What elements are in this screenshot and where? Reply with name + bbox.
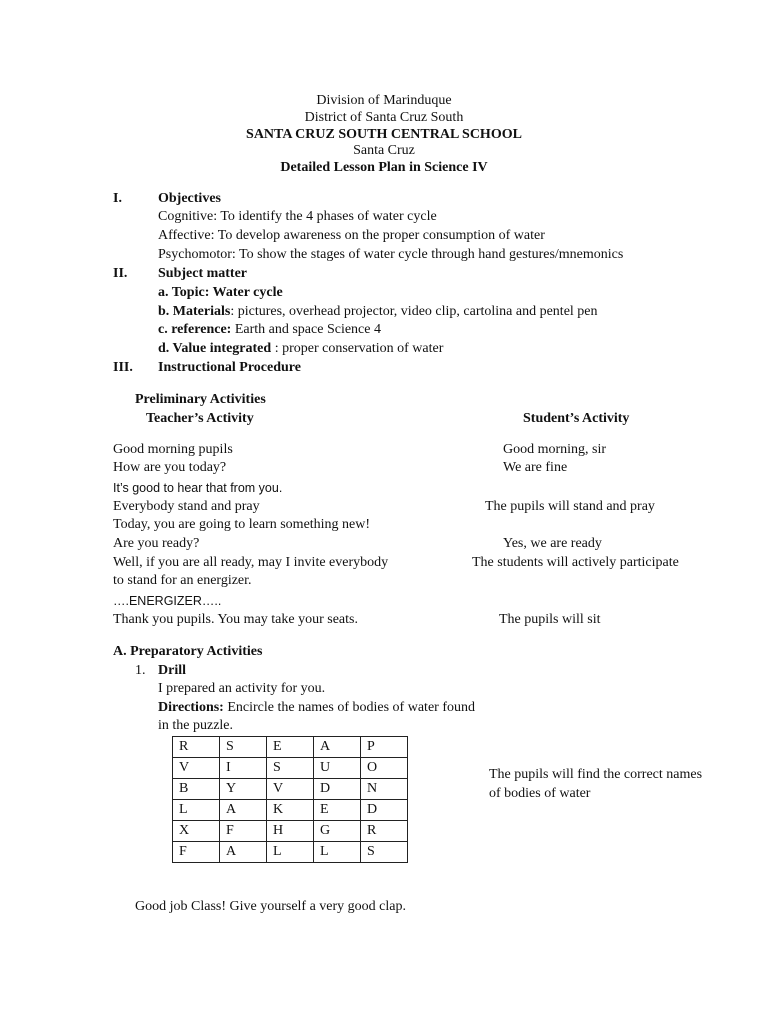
teacher-line: Thank you pupils. You may take your seats. bbox=[113, 612, 358, 627]
drill-heading: Drill bbox=[158, 663, 186, 678]
preparatory-heading: A. Preparatory Activities bbox=[113, 644, 263, 659]
puzzle-row bbox=[173, 800, 408, 821]
puzzle-cell: X bbox=[173, 821, 220, 842]
teacher-line: Today, you are going to learn something new! bbox=[113, 517, 371, 532]
student-puzzle-response-continued: of bodies of water bbox=[489, 786, 591, 801]
directions-text: Encircle the names of bodies of water found bbox=[223, 700, 475, 715]
teacher-line: How are you today? bbox=[113, 460, 227, 475]
teacher-line: Good morning pupils bbox=[113, 442, 233, 457]
puzzle-cell: E bbox=[267, 737, 314, 758]
division-line: Division of Marinduque bbox=[316, 93, 452, 108]
energizer-line: ….ENERGIZER….. bbox=[113, 594, 222, 608]
puzzle-cell: E bbox=[314, 800, 361, 821]
puzzle-cell: S bbox=[220, 737, 267, 758]
puzzle-cell: U bbox=[314, 758, 361, 779]
puzzle-cell: B bbox=[173, 779, 220, 800]
puzzle-cell: V bbox=[173, 758, 220, 779]
puzzle-cell: S bbox=[361, 842, 408, 863]
document-title: Detailed Lesson Plan in Science IV bbox=[280, 160, 488, 175]
teacher-line: It’s good to hear that from you. bbox=[113, 481, 283, 495]
student-line: The pupils will stand and pray bbox=[485, 499, 655, 514]
teacher-line: Everybody stand and pray bbox=[113, 499, 260, 514]
student-line: The pupils will sit bbox=[499, 612, 601, 627]
subject-materials bbox=[158, 303, 598, 321]
drill-intro: I prepared an activity for you. bbox=[158, 681, 326, 696]
puzzle-cell: N bbox=[361, 779, 408, 800]
puzzle-row bbox=[173, 821, 408, 842]
puzzle-cell: A bbox=[314, 737, 361, 758]
objective-cognitive: Cognitive: To identify the 4 phases of water cycle bbox=[158, 209, 437, 224]
directions-label: Directions: bbox=[158, 700, 224, 715]
puzzle-cell: Y bbox=[220, 779, 267, 800]
section-number-2: II. bbox=[113, 266, 128, 281]
puzzle-row bbox=[173, 779, 408, 800]
student-line: The students will actively participate bbox=[472, 555, 679, 570]
puzzle-cell: F bbox=[173, 842, 220, 863]
puzzle-cell: D bbox=[361, 800, 408, 821]
closing-line: Good job Class! Give yourself a very good clap. bbox=[135, 899, 406, 914]
district-line: District of Santa Cruz South bbox=[304, 110, 464, 125]
subject-value bbox=[158, 340, 443, 358]
puzzle-cell: R bbox=[361, 821, 408, 842]
reference-text: Earth and space Science 4 bbox=[231, 322, 381, 337]
materials-label: b. Materials bbox=[158, 304, 231, 319]
puzzle-cell: H bbox=[267, 821, 314, 842]
puzzle-cell: K bbox=[267, 800, 314, 821]
objectives-heading: Objectives bbox=[158, 191, 221, 206]
drill-number: 1. bbox=[135, 663, 146, 678]
puzzle-cell: D bbox=[314, 779, 361, 800]
student-line: Yes, we are ready bbox=[503, 536, 602, 551]
value-text: : proper conservation of water bbox=[271, 341, 444, 356]
puzzle-cell: R bbox=[173, 737, 220, 758]
town-line: Santa Cruz bbox=[353, 143, 415, 158]
puzzle-row bbox=[173, 758, 408, 779]
student-activity-header: Student’s Activity bbox=[523, 411, 630, 426]
section-number-3: III. bbox=[113, 360, 133, 375]
puzzle-cell: O bbox=[361, 758, 408, 779]
puzzle-cell: G bbox=[314, 821, 361, 842]
puzzle-cell: P bbox=[361, 737, 408, 758]
procedure-heading: Instructional Procedure bbox=[158, 360, 301, 375]
subject-topic: a. Topic: Water cycle bbox=[158, 285, 283, 300]
drill-directions bbox=[158, 699, 475, 717]
drill-directions-continued: in the puzzle. bbox=[158, 718, 234, 733]
puzzle-cell: L bbox=[314, 842, 361, 863]
puzzle-cell: L bbox=[267, 842, 314, 863]
teacher-line: Are you ready? bbox=[113, 536, 200, 551]
puzzle-row bbox=[173, 842, 408, 863]
teacher-line: to stand for an energizer. bbox=[113, 573, 252, 588]
reference-label: c. reference: bbox=[158, 322, 232, 337]
subject-heading: Subject matter bbox=[158, 266, 248, 281]
puzzle-row bbox=[173, 737, 408, 758]
word-puzzle-grid bbox=[172, 736, 408, 863]
puzzle-cell: I bbox=[220, 758, 267, 779]
objective-affective: Affective: To develop awareness on the proper consumption of water bbox=[158, 228, 545, 243]
teacher-activity-header: Teacher’s Activity bbox=[146, 411, 254, 426]
puzzle-cell: S bbox=[267, 758, 314, 779]
objective-psychomotor: Psychomotor: To show the stages of water cycle through hand gestures/mnemonics bbox=[158, 247, 624, 262]
puzzle-cell: A bbox=[220, 800, 267, 821]
puzzle-cell: V bbox=[267, 779, 314, 800]
student-line: Good morning, sir bbox=[503, 442, 607, 457]
teacher-line: Well, if you are all ready, may I invite everybody bbox=[113, 555, 389, 570]
school-name: SANTA CRUZ SOUTH CENTRAL SCHOOL bbox=[246, 127, 522, 142]
puzzle-cell: L bbox=[173, 800, 220, 821]
puzzle-cell: A bbox=[220, 842, 267, 863]
value-label: d. Value integrated bbox=[158, 341, 272, 356]
materials-text: : pictures, overhead projector, video clip, cartolina and pentel pen bbox=[230, 304, 598, 319]
section-number-1: I. bbox=[113, 191, 122, 206]
puzzle-cell: F bbox=[220, 821, 267, 842]
student-puzzle-response: The pupils will find the correct names bbox=[489, 767, 703, 782]
preliminary-heading: Preliminary Activities bbox=[135, 392, 266, 407]
subject-reference bbox=[158, 321, 381, 339]
student-line: We are fine bbox=[503, 460, 568, 475]
